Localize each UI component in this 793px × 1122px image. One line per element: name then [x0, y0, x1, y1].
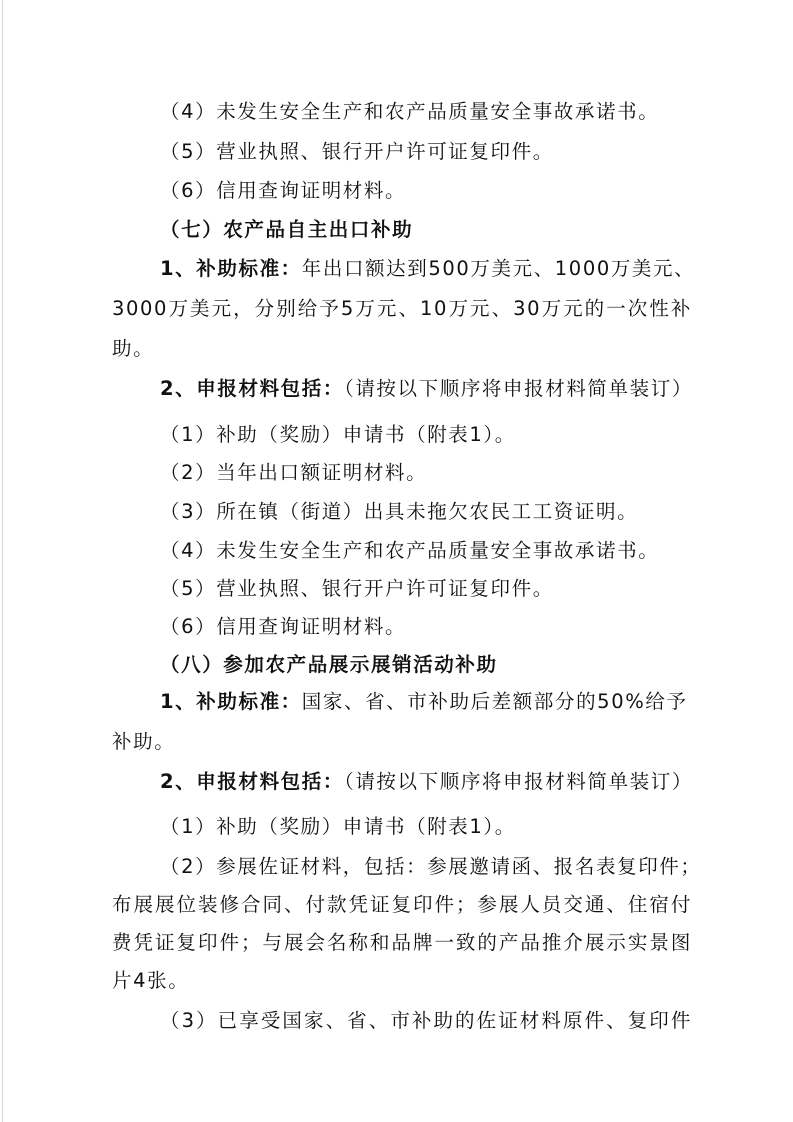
paragraph-line: （3）已享受国家、省、市补助的佐证材料原件、复印件 — [160, 1009, 692, 1032]
paragraph-line: 助。 — [112, 337, 155, 360]
label-bold: 2、申报材料包括： — [160, 377, 344, 400]
paragraph-line: （2）参展佐证材料，包括：参展邀请函、报名表复印件； — [160, 855, 702, 878]
paragraph-line: 布展展位装修合同、付款凭证复印件；参展人员交通、住宿付 — [112, 893, 692, 916]
paragraph-line: （2）当年出口额证明材料。 — [160, 461, 428, 484]
paragraph-line — [160, 687, 692, 717]
paragraph-line: （1）补助（奖励）申请书（附表1）。 — [160, 423, 516, 446]
paragraph-line: 补助。 — [112, 730, 176, 753]
paragraph-line: （6）信用查询证明材料。 — [160, 179, 407, 202]
paragraph-line: （1）补助（奖励）申请书（附表1）。 — [160, 815, 516, 838]
paragraph-line: 费凭证复印件；与展会名称和品牌一致的产品推介展示实景图 — [112, 931, 692, 954]
paragraph-line: （4）未发生安全生产和农产品质量安全事故承诺书。 — [160, 100, 660, 123]
paragraph-line: （5）营业执照、银行开户许可证复印件。 — [160, 577, 554, 600]
paragraph-line: （6）信用查询证明材料。 — [160, 615, 407, 638]
label-value: 年出口额达到500万美元、1000万美元、 — [301, 257, 696, 280]
paragraph-line — [160, 254, 696, 284]
label-value: 国家、省、市补助后差额部分的50%给予 — [301, 690, 688, 713]
paragraph-line: 3000万美元，分别给予5万元、10万元、30万元的一次性补 — [112, 297, 692, 320]
page-edge-divider — [2, 0, 3, 1122]
label-value: （请按以下顺序将申报材料简单装订） — [343, 377, 693, 400]
paragraph-line: （5）营业执照、银行开户许可证复印件。 — [160, 140, 554, 163]
paragraph-line — [160, 767, 692, 797]
paragraph-line: （3）所在镇（街道）出具未拖欠农民工工资证明。 — [160, 500, 639, 523]
label-value: （请按以下顺序将申报材料简单装订） — [343, 770, 693, 793]
paragraph-line — [160, 374, 692, 404]
label-bold: 1、补助标准： — [160, 257, 302, 280]
section-heading: （七）农产品自主出口补助 — [160, 218, 414, 241]
section-heading: （八）参加农产品展示展销活动补助 — [160, 653, 498, 676]
label-bold: 2、申报材料包括： — [160, 770, 344, 793]
paragraph-line: 片4张。 — [112, 969, 190, 992]
paragraph-line: （4）未发生安全生产和农产品质量安全事故承诺书。 — [160, 539, 660, 562]
label-bold: 1、补助标准： — [160, 690, 302, 713]
